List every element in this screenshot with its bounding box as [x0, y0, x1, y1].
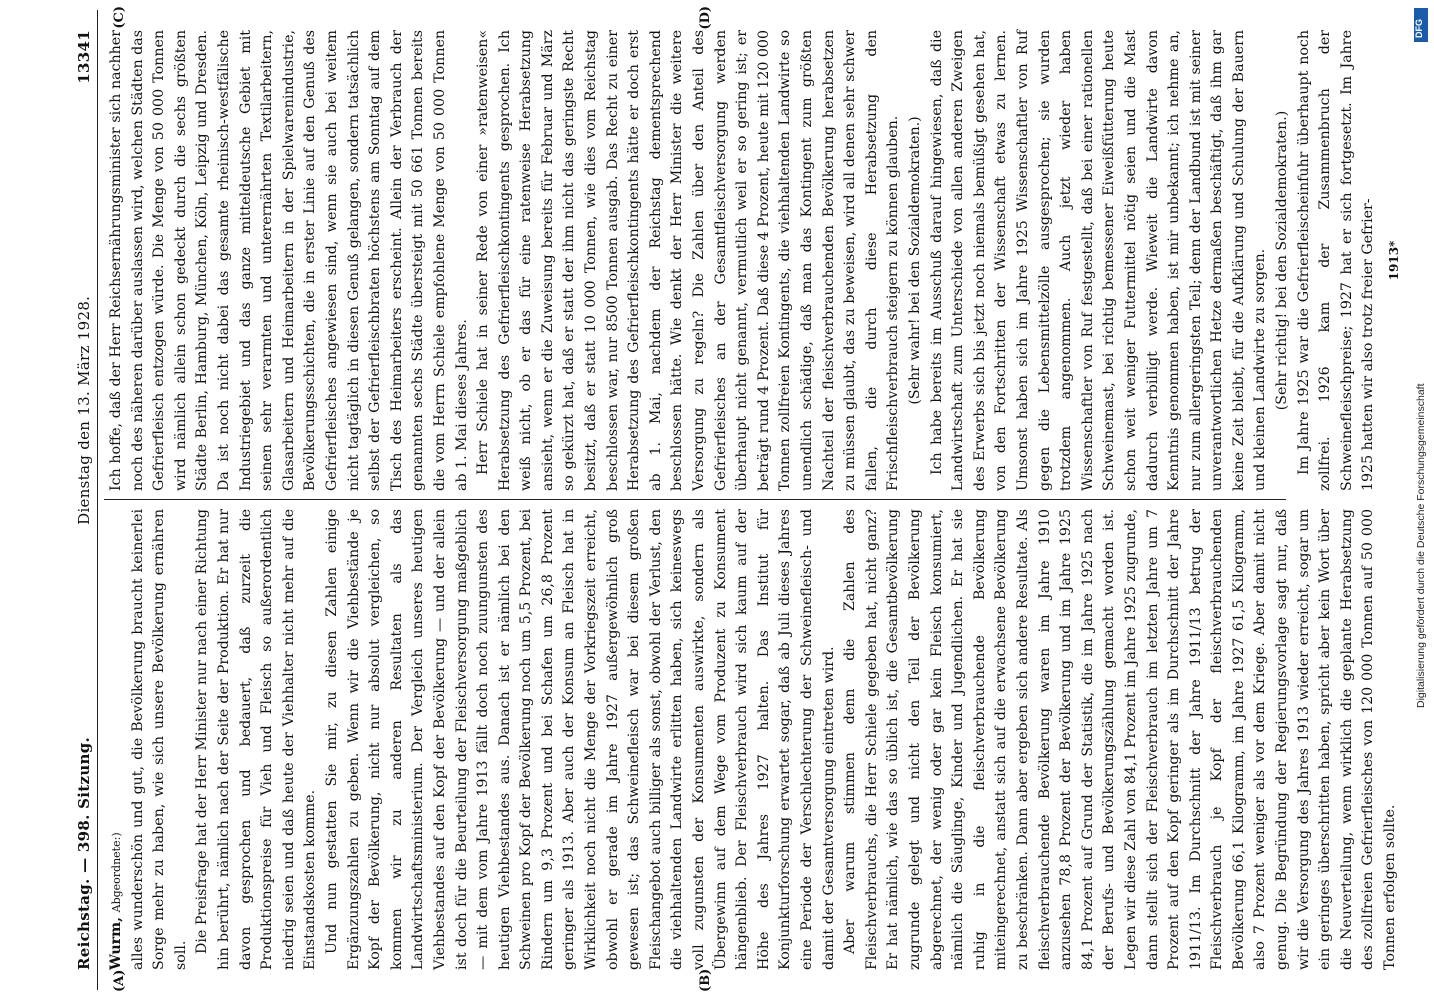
paragraph: Im Jahre 1925 war die Gefrierfleischeinfuhr überhaupt noch zollfrei. 1926 kam der Zusammenbruch der Schweinefleischpreise; 1927 hat er sich fortgesetzt. Im Jahre 1925 hatten wir also trotz freier Gefrier-	[1295, 30, 1377, 491]
dfg-sidebar	[1412, 8, 1432, 998]
text-columns	[98, 6, 1402, 992]
paragraph: alles wunderschön und gut, die Bevölkerung braucht keinerlei Sorge mehr zu haben, wie sich unsere Bevölkerung ernähren soll.	[129, 509, 189, 970]
margin-marker-c: (C)	[112, 6, 127, 29]
paragraph: Aber warum stimmen denn die Zahlen des Fleischverbrauchs, die Herr Schiele gegeben hat, nicht ganz? Er hat nämlich, wie das so üblich ist, die Gesamtbevölkerung zugrunde gelegt und nicht den Teil der Bevölkerung abgerechnet, der wenig oder gar kein Fleisch konsumiert, nämlich die Säuglinge, Kinder und Jugendlichen. Er hat sie ruhig in die fleischverbrauchende Bevölkerung miteingerechnet, anstatt sich auf die erwachsene Bevölkerung zu beschränken. Dann aber ergeben sich andere Resultate. Als fleischverbrauchende Bevölkerung waren im Jahre 1910 anzusehen 78,8 Prozent der Bevölkerung und im Jahre 1925 84,1 Prozent auf Grund der Statistik, die im Jahre 1925 nach der Berufs- und Bevölkerungszählung gemacht worden ist. Legen wir diese Zahl von 84,1 Prozent im Jahre 1925 zugrunde, dann stellt sich der Fleischverbrauch im letzten Jahre um 7 Prozent auf den Kopf geringer als im Durchschnitt der Jahre 1911/13. Im Durchschnitt der Jahre 1911/13 betrug der Fleischverbrauch je Kopf der fleischverbrauchenden Bevölkerung 66,1 Kilogramm, im Jahre 1927 61,5 Kilogramm, also 7 Prozent weniger als vor dem Kriege. Aber damit nicht genug. Die Begründung der Regierungsvorlage sagt nur, daß wir die Versorgung des Jahres 1913 wieder erreicht, sogar um ein geringes überschritten haben, spricht aber kein Wort über die Neuverteilung, wenn wirklich die geplante Herabsetzung des zollfreien Gefrierfleisches von 120 000 Tonnen auf 50 000 Tonnen erfolgen sollte.	[842, 509, 1399, 970]
dfg-logo-text: DFG	[1414, 19, 1424, 38]
paragraph: Die Preisfrage hat der Herr Minister nur nach einer Richtung hin berührt, nämlich nach der Seite der Produktion. Er hat nur davon gesprochen und bedauert, daß zurzeit die Produktionspreise für Vieh und Fleisch so außerordentlich niedrig seien und daß heute der Viehhalter nicht mehr auf die Einstandskosten komme.	[194, 509, 319, 970]
margin-marker-a: (A)	[112, 969, 127, 992]
paragraph: Ich hoffe, daß der Herr Reichsernährungsminister sich nachher noch des näheren darüber auslassen wird, welchen Städten das Gefrierfleisch entzogen würde. Die Menge von 50 000 Tonnen wird nämlich allein schon gedeckt durch die sechs größten Städte Berlin, Hamburg, München, Köln, Leipzig und Dresden. Da ist noch nicht dabei das gesamte rheinisch-westfälische Industriegebiet und das ganze mitteldeutsche Gebiet mit seinen sehr verarmten und unterernährten Textilarbeitern, Glasarbeitern und Heimarbeitern in der Spielwarenindustrie, Bevölkerungsschichten, die in erster Linie auf den Genuß des Gefrierfleisches angewiesen sind, wenn sie auch bei weitem nicht tagtäglich in diesen Genuß gelangen, sondern tatsächlich selbst der Gefrierfleischbraten höchstens am Sonntag auf dem Tisch des Heimarbeiters erscheint. Allein der Verbrauch der genannten sechs Städte übersteigt mit 50 661 Tonnen bereits die vom Herrn Schiele empfohlene Menge von 50 000 Tonnen ab 1. Mai dieses Jahres.	[108, 30, 470, 491]
margin-marker-b: (B)	[698, 968, 713, 992]
interjection: (Sehr wahr! bei den Sozialdemokraten.)	[906, 116, 923, 405]
left-column	[106, 509, 1399, 970]
dfg-credit: Digitalisierung gefördert durch die Deutsche Forschungsgemeinschaft	[1415, 383, 1427, 708]
column-divider	[104, 499, 1286, 500]
speaker-name: Wurm,	[108, 916, 124, 970]
header-date: Dienstag den 13. März 1928.	[75, 295, 93, 525]
right-column	[106, 30, 1402, 491]
page-number: 13341	[75, 30, 93, 84]
document-page	[70, 6, 1402, 992]
margin-marker-d: (D)	[698, 6, 713, 30]
header-left: Reichstag. — 398. Sitzung.	[75, 736, 93, 970]
signature-mark: 1913*	[1387, 240, 1402, 281]
interjection: (Sehr richtig! bei den Sozialdemokraten.)	[1274, 110, 1291, 411]
paragraph: Ich habe bereits im Ausschuß darauf hingewiesen, daß die Landwirtschaft zum Unterschiede von allen anderen Zweigen des Erwerbs sich bis jetzt noch niemals bemüßigt gesehen hat, von den Fortschritten der Wissenschaft etwas zu lernen. Umsonst haben sich im Jahre 1925 Wissenschaftler von Ruf gegen die Lebensmittelzölle ausgesprochen; sie wurden trotzdem angenommen. Auch jetzt wieder haben Wissenschaftler von Ruf festgestellt, daß bei einer rationellen Schweinemast, bei richtig bemessener Eiweißfütterung heute schon weit weniger Futtermittel nötig seien und die Mast dadurch verbilligt werde. Wieweit die Landwirte davon Kenntnis genommen haben, ist mir unbekannt; ich nehme an, nur zum allergeringsten Teil; denn der Landbund ist mit seiner unverantwortlichen Hetze dermaßen beschäftigt, daß ihm gar keine Zeit bleibt, für die Aufklärung und Schulung der Bauern und kleinen Landwirte zu sorgen.	[928, 30, 1269, 491]
paragraph: Herr Schiele hat in seiner Rede von einer »ratenweisen« Herabsetzung des Gefrierfleischkontingents gesprochen. Ich weiß nicht, ob er das für eine ratenweise Herabsetzung ansieht, wenn er die Zuweisung bereits für Februar und März so gekürzt hat, daß er statt der ihm nicht das geringste Recht besitzt, daß er statt 10 000 Tonnen, wie dies vom Reichstag beschlossen war, nur 8500 Tonnen ausgab. Das Recht zu einer Herabsetzung des Gefrierfleischkontingents hätte er doch erst ab 1. Mai, nachdem der Reichstag dementsprechend beschlossen hätte. Wie denkt der Herr Minister die weitere Versorgung zu regeln? Die Zahlen über den Anteil des Gefrierfleisches an der Gesamtfleischversorgung werden überhaupt nicht genannt, vermutlich weil er so gering ist; er beträgt rund 4 Prozent. Daß diese 4 Prozent, heute mit 120 000 Tonnen zollfreien Kontingents, die viehhaltenden Landwirte so unendlich schädige, daß man das Kontingent zum größten Nachteil der fleischverbrauchenden Bevölkerung herabsetzen zu müssen glaubt, das zu beweisen, wird all denen sehr schwer fallen, die durch diese Herabsetzung den Frischfleischverbrauch steigern zu können glauben.	[475, 30, 902, 491]
speaker-line	[106, 509, 128, 970]
speaker-party: Abgeordnete:)	[110, 832, 123, 913]
page-header	[75, 10, 98, 990]
paragraph: Und nun gestatten Sie mir, zu diesen Zahlen einige Ergänzungszahlen zu geben. Wenn wir die Viehbestände je Kopf der Bevölkerung, nicht nur absolut vergleichen, so kommen wir zu anderen Resultaten als das Landwirtschaftsministerium. Der Vergleich unseres heutigen Viehbestandes auf den Kopf der Bevölkerung — und der allein ist doch für die Beurteilung der Fleischversorgung maßgeblich — mit dem vom Jahre 1913 fällt doch noch zuungunsten des heutigen Viehbestandes aus. Danach ist er nämlich bei den Schweinen pro Kopf der Bevölkerung noch um 5,5 Prozent, bei Rindern um 9,3 Prozent und bei Schafen um 26,8 Prozent geringer als 1913. Aber auch der Konsum an Fleisch hat in Wirklichkeit noch nicht die Menge der Vorkriegszeit erreicht, obwohl er gerade im Jahre 1927 außergewöhnlich groß gewesen ist; das Schweinefleisch war bei diesem großen Fleischangebot auch billiger als sonst, obwohl der Verlust, den die viehhaltenden Landwirte erlitten haben, sich keineswegs voll zugunsten der Konsumenten auswirkte, sondern als Übergewinn auf dem Wege vom Produzent zu Konsument hängenblieb. Der Fleischverbrauch wird sich kaum auf der Höhe des Jahres 1927 halten. Das Institut für Konjunkturforschung erwartet sogar, daß ab Juli dieses Jahres eine Periode der Verschlechterung der Schweinefleisch- und damit der Gesamtversorgung eintreten wird.	[323, 509, 837, 970]
rotated-page-content	[75, 6, 1402, 992]
